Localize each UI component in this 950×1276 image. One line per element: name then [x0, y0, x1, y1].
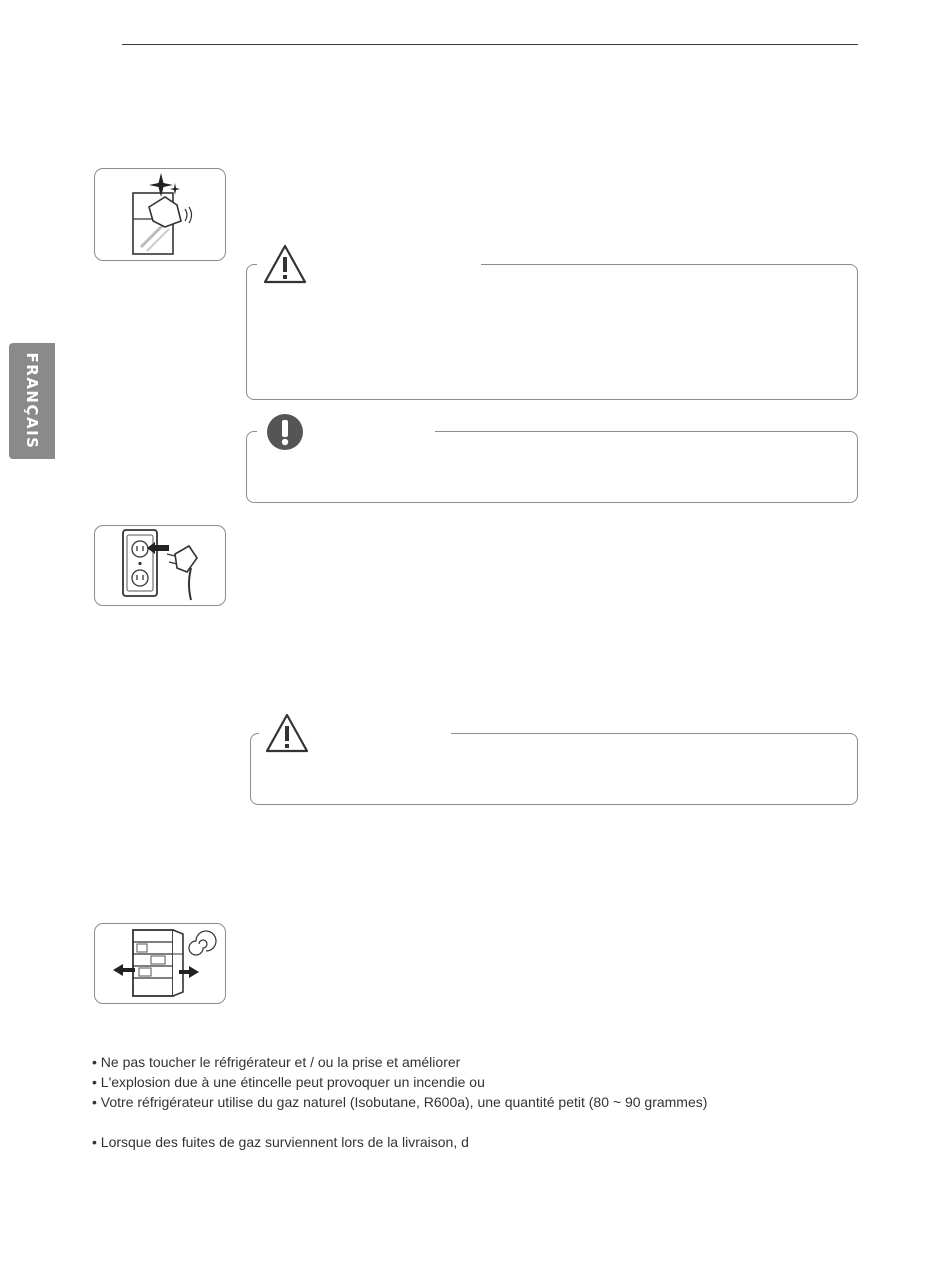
warning-box-1	[246, 264, 858, 400]
language-tab	[9, 343, 55, 459]
open-refrigerator-ventilation-icon	[95, 924, 227, 1005]
exclamation-circle-icon	[261, 412, 309, 452]
warning-triangle-icon	[257, 243, 313, 287]
bullet-list	[92, 1052, 892, 1152]
bullet-item: • L'explosion due à une étincelle peut provoquer un incendie ou	[92, 1074, 485, 1090]
note-box	[246, 431, 858, 503]
warning-triangle-icon	[259, 712, 315, 756]
plug-icon-box	[94, 525, 226, 606]
power-plug-outlet-icon	[95, 526, 227, 607]
bullet-item: • Votre réfrigérateur utilise du gaz naturel (Isobutane, R600a), une quantité petit (80 ~ 90 grammes)	[92, 1094, 708, 1110]
cleaning-icon-box	[94, 168, 226, 261]
cleaning-sparkle-icon	[95, 169, 227, 262]
bullet-item: • Ne pas toucher le réfrigérateur et / ou la prise et améliorer	[92, 1054, 461, 1070]
header-rule	[122, 44, 858, 45]
ventilation-icon-box	[94, 923, 226, 1004]
language-tab-label: FRANÇAIS	[23, 352, 41, 450]
warning-box-2	[250, 733, 858, 805]
bullet-item: • Lorsque des fuites de gaz surviennent lors de la livraison, d	[92, 1134, 469, 1150]
